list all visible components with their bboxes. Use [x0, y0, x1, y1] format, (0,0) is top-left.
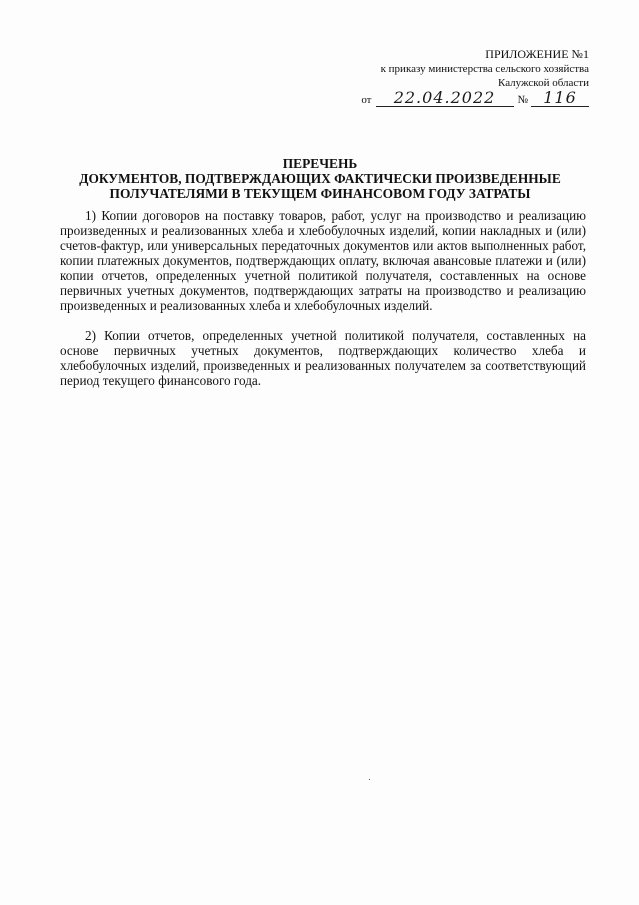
title-line-2: ДОКУМЕНТОВ, ПОДТВЕРЖДАЮЩИХ ФАКТИЧЕСКИ ПРОИЗВЕДЕННЫЕ: [79, 171, 561, 186]
order-reference-line1: к приказу министерства сельского хозяйства: [380, 63, 589, 75]
title-line-1: ПЕРЕЧЕНЬ: [282, 156, 358, 171]
handwritten-number: 116: [543, 88, 577, 107]
list-item-2: 2) Копии отчетов, определенных учетной политикой получателя, составленных на основе первичных учетных документов, подтверждающих количество хлеба и хлебобулочных изделий, произведенных и реализованных получателем за соответствующий период текущего финансового года.: [60, 328, 586, 388]
number-field: [531, 88, 589, 107]
appendix-label: ПРИЛОЖЕНИЕ №1: [485, 47, 589, 61]
handwritten-date: 22.04.2022: [393, 88, 496, 107]
document-body: [60, 208, 586, 388]
order-reference-line2: Калужской области: [498, 77, 589, 89]
document-title: [40, 156, 600, 201]
from-label: от: [361, 94, 372, 106]
scan-speck: [369, 779, 370, 780]
date-field: [376, 88, 514, 107]
order-date-number-row: [361, 88, 589, 107]
list-item-1: 1) Копии договоров на поставку товаров, работ, услуг на производство и реализацию произведенных и реализованных хлеба и хлебобулочных изделий, копии накладных и (или) счетов-фактур, или универсальных передаточных документов или актов выполненных работ, копии платежных документов, подтверждающих оплату, включая авансовые платежи и (или) копии отчетов, определенных учетной политикой получателя, составленных на основе первичных учетных документов, подтверждающих затраты на производство и реализацию произведенных и реализованных хлеба и хлебобулочных изделий.: [60, 208, 586, 313]
appendix-header: [361, 47, 589, 107]
number-sign: №: [517, 94, 528, 106]
title-line-3: ПОЛУЧАТЕЛЯМИ В ТЕКУЩЕМ ФИНАНСОВОМ ГОДУ ЗАТРАТЫ: [109, 186, 531, 201]
